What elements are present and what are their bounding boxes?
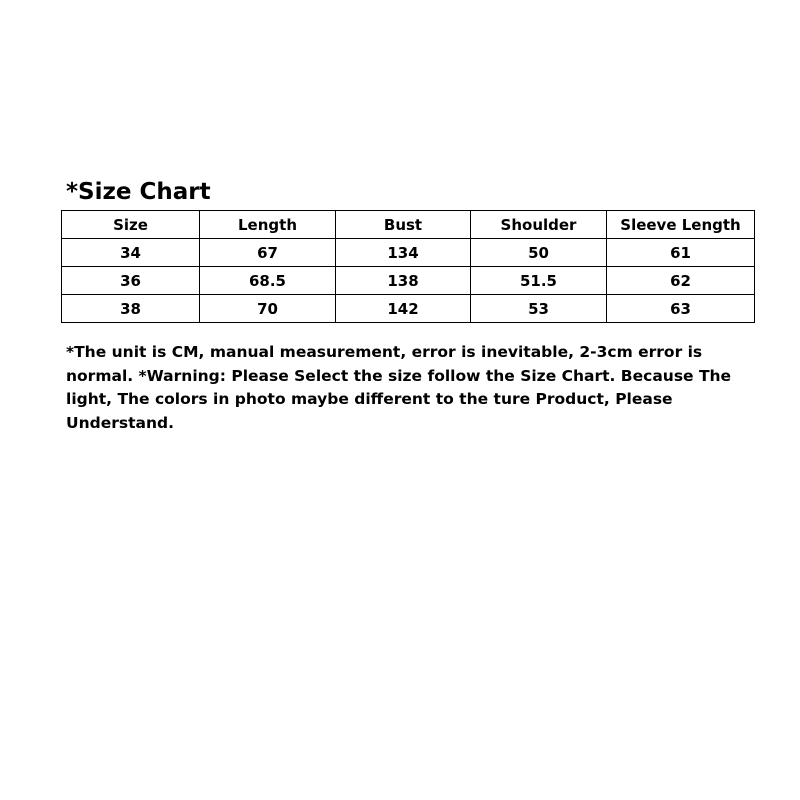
cell-sleeve-length: 63 <box>607 295 755 323</box>
cell-sleeve-length: 62 <box>607 267 755 295</box>
cell-length: 68.5 <box>200 267 336 295</box>
cell-size: 38 <box>62 295 200 323</box>
cell-bust: 134 <box>336 239 471 267</box>
cell-bust: 138 <box>336 267 471 295</box>
note-line: Understand. <box>66 413 174 432</box>
cell-shoulder: 50 <box>471 239 607 267</box>
table-row <box>62 239 755 267</box>
table-header-row <box>62 211 755 239</box>
note-line: light, The colors in photo maybe different to the ture Product, Please <box>66 390 673 408</box>
cell-size: 36 <box>62 267 200 295</box>
cell-length: 67 <box>200 239 336 267</box>
cell-bust: 142 <box>336 295 471 323</box>
note-line: *The unit is CM, manual measurement, error is inevitable, 2-3cm error is <box>66 343 703 361</box>
cell-shoulder: 53 <box>471 295 607 323</box>
cell-size: 34 <box>62 239 200 267</box>
size-chart-table <box>61 210 755 323</box>
header-shoulder: Shoulder <box>471 211 607 239</box>
cell-length: 70 <box>200 295 336 323</box>
header-bust: Bust <box>336 211 471 239</box>
cell-sleeve-length: 61 <box>607 239 755 267</box>
measurement-note <box>66 341 746 435</box>
cell-shoulder: 51.5 <box>471 267 607 295</box>
size-chart-title: *Size Chart <box>66 179 211 205</box>
table-row <box>62 295 755 323</box>
header-size: Size <box>62 211 200 239</box>
note-line: normal. *Warning: Please Select the size follow the Size Chart. Because The <box>66 366 732 385</box>
header-sleeve-length: Sleeve Length <box>607 211 755 239</box>
header-length: Length <box>200 211 336 239</box>
table-row <box>62 267 755 295</box>
